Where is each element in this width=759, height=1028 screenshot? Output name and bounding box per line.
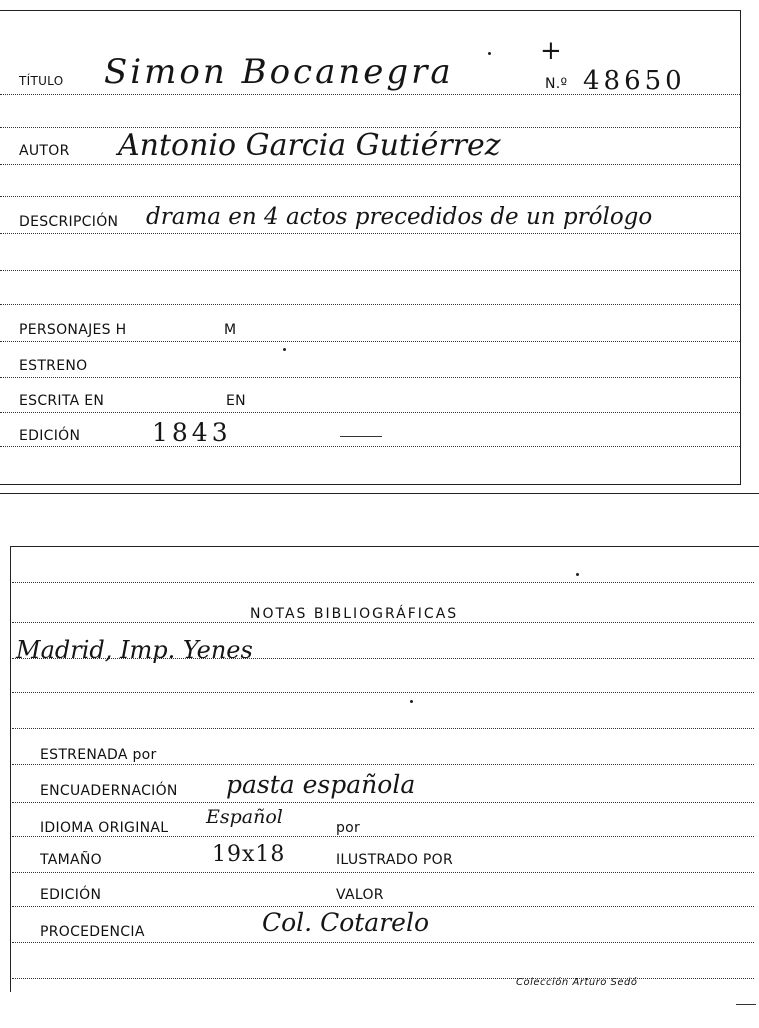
encuadernacion-value: pasta española — [226, 770, 416, 799]
notas-heading: NOTAS BIBLIOGRÁFICAS — [250, 606, 459, 622]
tamano-label: TAMAÑO — [40, 852, 102, 868]
ruled-line — [12, 872, 754, 873]
card-left-border — [10, 546, 11, 992]
ruled-line — [0, 270, 740, 271]
ruled-line — [12, 978, 754, 979]
personajes-label: PERSONAJES H — [19, 322, 127, 338]
escrita-label: ESCRITA EN — [19, 393, 105, 409]
ink-speck — [410, 700, 413, 703]
encuadernacion-label: ENCUADERNACIÓN — [40, 783, 178, 799]
tamano-value: 19x18 — [212, 842, 286, 867]
ruled-line — [12, 836, 754, 837]
ruled-line — [12, 728, 754, 729]
escrita-en-label: EN — [226, 393, 246, 409]
edicion-value: 1843 — [152, 418, 232, 447]
edicion-label: EDICIÓN — [19, 428, 81, 444]
ruled-line — [0, 164, 740, 165]
numero-label: N.º — [545, 76, 568, 92]
ink-speck — [283, 348, 286, 351]
ruled-line — [0, 341, 740, 342]
back-edicion-label: EDICIÓN — [40, 887, 102, 903]
descripcion-label: DESCRIPCIÓN — [19, 214, 119, 230]
ruled-line — [0, 233, 740, 234]
autor-label: AUTOR — [19, 143, 70, 159]
pen-stroke — [736, 1004, 756, 1005]
card-top-border — [10, 546, 759, 547]
idioma-label: IDIOMA ORIGINAL — [40, 820, 169, 836]
notes-value: Madrid, Imp. Yenes — [16, 636, 253, 664]
ruled-line — [0, 196, 740, 197]
estreno-label: ESTRENO — [19, 358, 88, 374]
estrenada-label: ESTRENADA por — [40, 747, 157, 763]
numero-value: 48650 — [583, 66, 686, 96]
autor-value: Antonio Garcia Gutiérrez — [118, 128, 501, 163]
collection-footer: Colección Arturo Sedó — [516, 977, 638, 988]
ink-speck — [488, 52, 491, 55]
ilustrado-label: ILUSTRADO POR — [336, 852, 453, 868]
ruled-line — [12, 802, 754, 803]
ruled-line — [0, 446, 740, 447]
titulo-label: TÍTULO — [19, 74, 64, 88]
card-right-border — [740, 10, 741, 485]
personajes-m-label: M — [224, 322, 237, 338]
ink-speck — [576, 573, 579, 576]
numero-mark: + — [540, 36, 562, 66]
card-bottom-border — [0, 484, 741, 485]
catalog-card-back — [0, 540, 759, 1028]
card-top-border — [0, 10, 741, 11]
procedencia-value: Col. Cotarelo — [262, 908, 429, 937]
valor-label: VALOR — [336, 887, 384, 903]
ruled-line — [12, 764, 754, 765]
card-bottom-edge — [0, 493, 759, 494]
catalog-card-front — [0, 0, 759, 495]
idioma-value: Español — [206, 806, 283, 828]
pen-stroke — [340, 436, 382, 437]
ruled-line — [12, 692, 754, 693]
titulo-value: Simon Bocanegra — [104, 52, 454, 92]
ruled-line — [0, 377, 740, 378]
ruled-line — [12, 622, 754, 623]
ruled-line — [12, 942, 754, 943]
ruled-line — [0, 412, 740, 413]
descripcion-value: drama en 4 actos precedidos de un prólogo — [146, 204, 653, 230]
ruled-line — [0, 304, 740, 305]
ruled-line — [12, 582, 754, 583]
ruled-line — [12, 906, 754, 907]
idioma-por-label: por — [336, 820, 361, 836]
procedencia-label: PROCEDENCIA — [40, 924, 145, 940]
